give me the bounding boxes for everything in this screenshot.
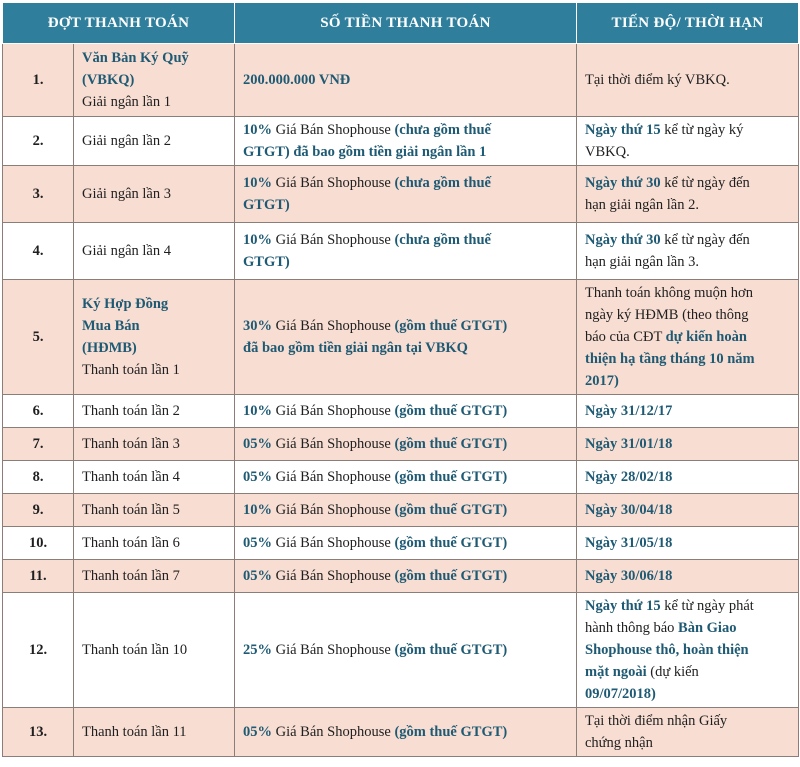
schedule-line: [585, 732, 790, 754]
table-row: [3, 117, 799, 166]
highlighted-text: (chưa gồm thuế: [394, 232, 491, 248]
highlighted-text: (gồm thuế GTGT): [394, 403, 508, 419]
row-number: 1.: [3, 44, 74, 117]
stage-line: [82, 69, 226, 91]
amount-line: [243, 172, 568, 194]
highlighted-text: đã bao gồm tiền giải ngân tại VBKQ: [243, 340, 468, 356]
highlighted-text: 09/07/2018): [585, 686, 656, 702]
row-number: 13.: [3, 708, 74, 757]
schedule-line: [585, 710, 790, 732]
highlighted-text: (chưa gồm thuế: [394, 122, 491, 138]
amount-line: [243, 229, 568, 251]
highlighted-text: Ngày 28/02/18: [585, 469, 673, 485]
row-number: 2.: [3, 117, 74, 166]
schedule-line: [585, 326, 790, 348]
table-row: [3, 223, 799, 280]
text-segment: Giá Bán Shophouse: [272, 318, 395, 334]
table-row: [3, 560, 799, 593]
highlighted-text: GTGT): [243, 197, 290, 213]
highlighted-text: (gồm thuế GTGT): [394, 535, 508, 551]
highlighted-text: Ngày thứ 30: [585, 232, 661, 248]
schedule-line: [585, 172, 790, 194]
payment-amount-cell: [235, 44, 577, 117]
payment-amount-cell: [235, 223, 577, 280]
text-segment: Thanh toán lần 10: [82, 642, 188, 658]
text-segment: Thanh toán không muộn hơn: [585, 285, 753, 301]
text-segment: ngày ký HĐMB (theo thông: [585, 307, 749, 323]
row-number: 6.: [3, 395, 74, 428]
stage-line: [82, 721, 226, 743]
stage-line: [82, 337, 226, 359]
payment-stage-cell: [74, 560, 235, 593]
amount-line: [243, 69, 568, 91]
text-segment: hạn giải ngân lần 2.: [585, 197, 699, 213]
schedule-line: [585, 617, 790, 639]
table-row: [3, 395, 799, 428]
highlighted-text: Mua Bán: [82, 318, 140, 334]
stage-line: [82, 130, 226, 152]
stage-line: [82, 183, 226, 205]
highlighted-text: 10%: [243, 403, 272, 419]
text-segment: chứng nhận: [585, 735, 653, 751]
row-number: 12.: [3, 593, 74, 708]
text-segment: Giá Bán Shophouse: [272, 724, 395, 740]
highlighted-text: (gồm thuế GTGT): [394, 642, 508, 658]
highlighted-text: (VBKQ): [82, 72, 135, 88]
schedule-cell: [577, 117, 799, 166]
table-row: [3, 461, 799, 494]
highlighted-text: 2017): [585, 373, 619, 389]
schedule-line: [585, 433, 790, 455]
schedule-line: [585, 565, 790, 587]
text-segment: Giá Bán Shophouse: [272, 122, 395, 138]
text-segment: Giá Bán Shophouse: [272, 403, 395, 419]
text-segment: Thanh toán lần 3: [82, 436, 180, 452]
stage-line: [82, 532, 226, 554]
text-segment: Thanh toán lần 11: [82, 724, 187, 740]
stage-line: [82, 499, 226, 521]
highlighted-text: 10%: [243, 232, 272, 248]
row-number: 10.: [3, 527, 74, 560]
schedule-line: [585, 466, 790, 488]
payment-stage-cell: [74, 461, 235, 494]
schedule-line: [585, 595, 790, 617]
amount-line: [243, 565, 568, 587]
text-segment: Thanh toán lần 5: [82, 502, 180, 518]
amount-line: [243, 433, 568, 455]
schedule-line: [585, 194, 790, 216]
payment-stage-cell: [74, 166, 235, 223]
highlighted-text: (gồm thuế GTGT): [394, 318, 508, 334]
highlighted-text: 30%: [243, 318, 272, 334]
schedule-cell: [577, 280, 799, 395]
header-payment-stage: ĐỢT THANH TOÁN: [3, 3, 235, 44]
stage-line: [82, 639, 226, 661]
text-segment: kể từ ngày đến: [660, 232, 750, 248]
text-segment: Giá Bán Shophouse: [272, 175, 395, 191]
payment-stage-cell: [74, 44, 235, 117]
schedule-line: [585, 400, 790, 422]
table-row: [3, 527, 799, 560]
highlighted-text: GTGT): [243, 254, 290, 270]
payment-stage-cell: [74, 527, 235, 560]
table-row: [3, 494, 799, 527]
text-segment: hành thông báo: [585, 620, 679, 636]
amount-line: [243, 119, 568, 141]
table-header-row: [3, 3, 799, 44]
schedule-line: [585, 499, 790, 521]
payment-amount-cell: [235, 117, 577, 166]
highlighted-text: 10%: [243, 175, 272, 191]
highlighted-text: Shophouse thô, hoàn thiện: [585, 642, 749, 658]
payment-amount-cell: [235, 560, 577, 593]
amount-line: [243, 337, 568, 359]
highlighted-text: 05%: [243, 568, 272, 584]
table-row: [3, 708, 799, 757]
schedule-line: [585, 532, 790, 554]
text-segment: Giá Bán Shophouse: [272, 469, 395, 485]
schedule-cell: [577, 494, 799, 527]
stage-line: [82, 47, 226, 69]
text-segment: Tại thời điểm nhận Giấy: [585, 713, 728, 729]
schedule-cell: [577, 527, 799, 560]
highlighted-text: 10%: [243, 122, 272, 138]
table-row: [3, 166, 799, 223]
schedule-cell: [577, 428, 799, 461]
payment-stage-cell: [74, 593, 235, 708]
text-segment: báo của CĐT: [585, 329, 666, 345]
amount-line: [243, 721, 568, 743]
highlighted-text: 25%: [243, 642, 272, 658]
stage-line: [82, 359, 226, 381]
payment-stage-cell: [74, 708, 235, 757]
stage-line: [82, 565, 226, 587]
schedule-cell: [577, 395, 799, 428]
text-segment: Giá Bán Shophouse: [272, 232, 395, 248]
highlighted-text: Ngày 31/05/18: [585, 535, 673, 551]
text-segment: Thanh toán lần 7: [82, 568, 180, 584]
payment-amount-cell: [235, 166, 577, 223]
schedule-cell: [577, 560, 799, 593]
schedule-line: [585, 251, 790, 273]
row-number: 7.: [3, 428, 74, 461]
header-schedule-deadline: TIẾN ĐỘ/ THỜI HẠN: [577, 3, 799, 44]
schedule-cell: [577, 166, 799, 223]
header-payment-amount: SỐ TIỀN THANH TOÁN: [235, 3, 577, 44]
schedule-line: [585, 304, 790, 326]
highlighted-text: Ngày thứ 15: [585, 122, 661, 138]
payment-amount-cell: [235, 428, 577, 461]
highlighted-text: Ngày thứ 15: [585, 598, 661, 614]
amount-line: [243, 532, 568, 554]
row-number: 8.: [3, 461, 74, 494]
text-segment: Giá Bán Shophouse: [272, 502, 395, 518]
schedule-line: [585, 370, 790, 392]
highlighted-text: 10%: [243, 502, 272, 518]
text-segment: Tại thời điểm ký VBKQ.: [585, 72, 730, 88]
text-segment: Giá Bán Shophouse: [272, 535, 395, 551]
payment-amount-cell: [235, 593, 577, 708]
highlighted-text: 05%: [243, 469, 272, 485]
amount-line: [243, 400, 568, 422]
stage-line: [82, 240, 226, 262]
table-row: [3, 593, 799, 708]
amount-line: [243, 639, 568, 661]
schedule-line: [585, 141, 790, 163]
highlighted-text: Ngày 30/04/18: [585, 502, 673, 518]
highlighted-text: mặt ngoài: [585, 664, 647, 680]
stage-line: [82, 91, 226, 113]
payment-schedule-table: [2, 2, 799, 757]
payment-stage-cell: [74, 223, 235, 280]
text-segment: kể từ ngày ký: [660, 122, 744, 138]
highlighted-text: 05%: [243, 436, 272, 452]
payment-stage-cell: [74, 117, 235, 166]
schedule-line: [585, 119, 790, 141]
highlighted-text: 200.000.000 VNĐ: [243, 72, 351, 88]
text-segment: Thanh toán lần 2: [82, 403, 180, 419]
text-segment: Giải ngân lần 3: [82, 186, 171, 202]
stage-line: [82, 466, 226, 488]
payment-stage-cell: [74, 280, 235, 395]
text-segment: kể từ ngày phát: [660, 598, 754, 614]
stage-line: [82, 293, 226, 315]
highlighted-text: (gồm thuế GTGT): [394, 724, 508, 740]
table-row: [3, 428, 799, 461]
stage-line: [82, 400, 226, 422]
payment-amount-cell: [235, 395, 577, 428]
text-segment: kể từ ngày đến: [660, 175, 750, 191]
text-segment: Giải ngân lần 1: [82, 94, 171, 110]
schedule-cell: [577, 708, 799, 757]
schedule-line: [585, 348, 790, 370]
highlighted-text: (chưa gồm thuế: [394, 175, 491, 191]
schedule-line: [585, 661, 790, 683]
payment-stage-cell: [74, 428, 235, 461]
highlighted-text: (gồm thuế GTGT): [394, 568, 508, 584]
payment-amount-cell: [235, 527, 577, 560]
amount-line: [243, 466, 568, 488]
row-number: 4.: [3, 223, 74, 280]
text-segment: Thanh toán lần 4: [82, 469, 180, 485]
schedule-line: [585, 229, 790, 251]
highlighted-text: Ngày 31/12/17: [585, 403, 673, 419]
payment-stage-cell: [74, 494, 235, 527]
highlighted-text: 05%: [243, 724, 272, 740]
highlighted-text: Văn Bản Ký Quỹ: [82, 50, 189, 66]
text-segment: Giá Bán Shophouse: [272, 568, 395, 584]
table-row: [3, 44, 799, 117]
amount-line: [243, 251, 568, 273]
row-number: 11.: [3, 560, 74, 593]
row-number: 5.: [3, 280, 74, 395]
schedule-cell: [577, 461, 799, 494]
row-number: 9.: [3, 494, 74, 527]
payment-amount-cell: [235, 708, 577, 757]
highlighted-text: (gồm thuế GTGT): [394, 469, 508, 485]
schedule-cell: [577, 44, 799, 117]
amount-line: [243, 499, 568, 521]
amount-line: [243, 315, 568, 337]
highlighted-text: Ngày thứ 30: [585, 175, 661, 191]
text-segment: (dự kiến: [646, 664, 699, 680]
text-segment: Giải ngân lần 2: [82, 133, 171, 149]
highlighted-text: (gồm thuế GTGT): [394, 436, 508, 452]
highlighted-text: thiện hạ tầng tháng 10 năm: [585, 351, 755, 367]
text-segment: Giá Bán Shophouse: [272, 642, 395, 658]
text-segment: VBKQ.: [585, 144, 630, 160]
schedule-cell: [577, 223, 799, 280]
text-segment: Giá Bán Shophouse: [272, 436, 395, 452]
payment-amount-cell: [235, 494, 577, 527]
text-segment: Giải ngân lần 4: [82, 243, 171, 259]
highlighted-text: dự kiến hoàn: [665, 329, 747, 345]
row-number: 3.: [3, 166, 74, 223]
highlighted-text: GTGT) đã bao gồm tiền giải ngân lần 1: [243, 144, 487, 160]
stage-line: [82, 433, 226, 455]
text-segment: Thanh toán lần 1: [82, 362, 180, 378]
highlighted-text: Bàn Giao: [678, 620, 737, 636]
highlighted-text: (gồm thuế GTGT): [394, 502, 508, 518]
stage-line: [82, 315, 226, 337]
highlighted-text: 05%: [243, 535, 272, 551]
text-segment: Thanh toán lần 6: [82, 535, 180, 551]
schedule-line: [585, 683, 790, 705]
text-segment: hạn giải ngân lần 3.: [585, 254, 699, 270]
schedule-line: [585, 69, 790, 91]
amount-line: [243, 194, 568, 216]
schedule-line: [585, 282, 790, 304]
payment-stage-cell: [74, 395, 235, 428]
payment-amount-cell: [235, 461, 577, 494]
amount-line: [243, 141, 568, 163]
highlighted-text: Ký Hợp Đồng: [82, 296, 169, 312]
highlighted-text: Ngày 30/06/18: [585, 568, 673, 584]
highlighted-text: Ngày 31/01/18: [585, 436, 673, 452]
schedule-line: [585, 639, 790, 661]
table-row: [3, 280, 799, 395]
payment-amount-cell: [235, 280, 577, 395]
highlighted-text: (HĐMB): [82, 340, 137, 356]
schedule-cell: [577, 593, 799, 708]
